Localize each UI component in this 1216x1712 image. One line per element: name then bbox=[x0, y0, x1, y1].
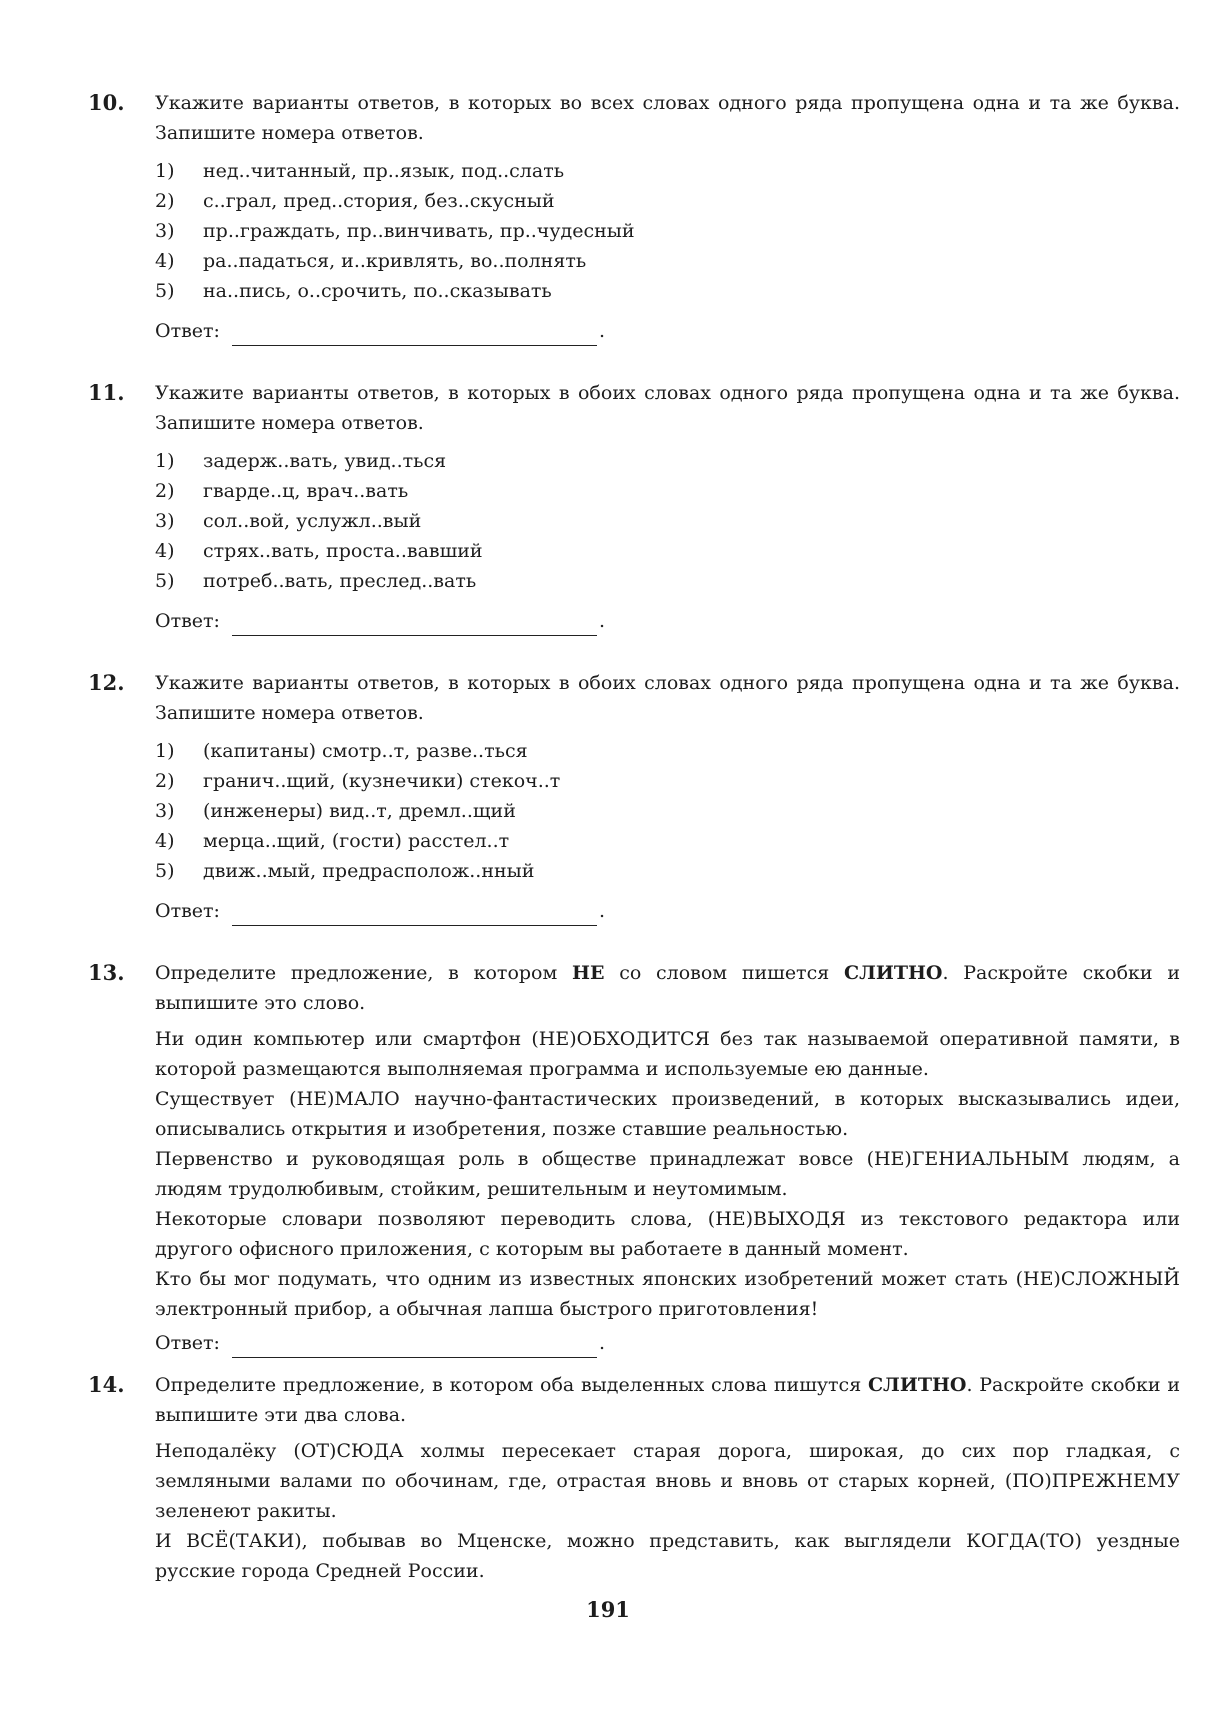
option-item bbox=[155, 186, 1180, 216]
sentences bbox=[155, 1024, 1180, 1324]
prompt-text: . Раскройте скобки и выпишите эти два слова. bbox=[155, 1374, 1180, 1426]
sentence: Неподалёку (ОТ)СЮДА холмы пересекает старая дорога, широкая, до сих пор гладкая, с земляными валами по обочинам, где, отрастая вновь и вновь от старых корней, (ПО)ПРЕЖНЕМУ зеленеют ракиты. bbox=[155, 1440, 1180, 1522]
task-prompt: Укажите варианты ответов, в которых в обоих словах одного ряда пропущена одна и та же буква. Запишите номера ответов. bbox=[155, 382, 1180, 434]
option-item bbox=[155, 736, 1180, 766]
prompt-text: Определите предложение, в котором bbox=[155, 962, 573, 984]
option-text: сол..вой, услужл..вый bbox=[203, 510, 422, 532]
option-text: гранич..щий, (кузнечики) стекоч..т bbox=[203, 770, 561, 792]
option-number: 3) bbox=[155, 220, 175, 242]
task-number: 13. bbox=[88, 960, 125, 985]
task-prompt bbox=[155, 1370, 1180, 1430]
option-text: ра..падаться, и..кривлять, во..полнять bbox=[203, 250, 587, 272]
prompt-text: Определите предложение, в котором оба выделенных слова пишутся bbox=[155, 1374, 868, 1396]
option-item bbox=[155, 246, 1180, 276]
answer-field[interactable] bbox=[232, 903, 597, 926]
answer-dot: . bbox=[598, 900, 605, 922]
option-item bbox=[155, 826, 1180, 856]
option-text: стрях..вать, проста..вавший bbox=[203, 540, 483, 562]
prompt-text: со словом пишется bbox=[604, 962, 844, 984]
task-prompt: Укажите варианты ответов, в которых в обоих словах одного ряда пропущена одна и та же буква. Запишите номера ответов. bbox=[155, 672, 1180, 724]
option-number: 2) bbox=[155, 480, 175, 502]
answer-row bbox=[155, 606, 1180, 636]
sentence: Ни один компьютер или смартфон (НЕ)ОБХОДИТСЯ без так называемой оперативной памяти, в которой размещаются выполняемая программа и используемые ею данные. bbox=[155, 1028, 1180, 1080]
task-body bbox=[155, 668, 1180, 926]
option-number: 1) bbox=[155, 740, 175, 762]
option-number: 3) bbox=[155, 510, 175, 532]
option-number: 4) bbox=[155, 830, 175, 852]
sentence: И ВСЁ(ТАКИ), побывав во Мценске, можно представить, как выглядели КОГДА(ТО) уездные русские города Средней России. bbox=[155, 1530, 1180, 1582]
option-number: 2) bbox=[155, 770, 175, 792]
option-number: 5) bbox=[155, 280, 175, 302]
option-number: 5) bbox=[155, 570, 175, 592]
option-item bbox=[155, 536, 1180, 566]
answer-label: Ответ: bbox=[155, 610, 220, 632]
task-number: 14. bbox=[88, 1372, 125, 1397]
option-text: (инженеры) вид..т, дремл..щий bbox=[203, 800, 516, 822]
option-item bbox=[155, 216, 1180, 246]
option-item bbox=[155, 276, 1180, 306]
prompt-emphasis: СЛИТНО bbox=[843, 962, 943, 984]
task-number: 10. bbox=[88, 90, 125, 115]
task-body bbox=[155, 1370, 1180, 1586]
option-number: 1) bbox=[155, 160, 175, 182]
answer-field[interactable] bbox=[232, 323, 597, 346]
option-text: (капитаны) смотр..т, разве..ться bbox=[203, 740, 528, 762]
task-body bbox=[155, 88, 1180, 346]
options-list bbox=[155, 156, 1180, 306]
options-list bbox=[155, 446, 1180, 596]
answer-row bbox=[155, 1328, 1180, 1358]
option-number: 3) bbox=[155, 800, 175, 822]
option-text: гварде..ц, врач..вать bbox=[203, 480, 409, 502]
answer-label: Ответ: bbox=[155, 900, 220, 922]
option-number: 2) bbox=[155, 190, 175, 212]
answer-label: Ответ: bbox=[155, 1332, 220, 1354]
option-item bbox=[155, 796, 1180, 826]
option-item bbox=[155, 476, 1180, 506]
task-prompt: Укажите варианты ответов, в которых во всех словах одного ряда пропущена одна и та же буква. Запишите номера ответов. bbox=[155, 92, 1180, 144]
task-body bbox=[155, 958, 1180, 1358]
sentence: Некоторые словари позволяют переводить слова, (НЕ)ВЫХОДЯ из текстового редактора или другого офисного приложения, с которым вы работаете в данный момент. bbox=[155, 1208, 1180, 1260]
page-number: 191 bbox=[586, 1597, 630, 1622]
option-text: с..грал, пред..стория, без..скусный bbox=[203, 190, 555, 212]
task-prompt bbox=[155, 958, 1180, 1018]
answer-dot: . bbox=[598, 610, 605, 632]
option-text: пр..граждать, пр..винчивать, пр..чудесный bbox=[203, 220, 635, 242]
option-text: движ..мый, предрасполож..нный bbox=[203, 860, 535, 882]
answer-dot: . bbox=[598, 320, 605, 342]
option-text: задерж..вать, увид..ться bbox=[203, 450, 447, 472]
task-body bbox=[155, 378, 1180, 636]
task-number: 11. bbox=[88, 380, 125, 405]
option-text: мерца..щий, (гости) расстел..т bbox=[203, 830, 510, 852]
task-number: 12. bbox=[88, 670, 125, 695]
sentence: Кто бы мог подумать, что одним из известных японских изобретений может стать (НЕ)СЛОЖНЫЙ электронный прибор, а обычная лапша быстрого приготовления! bbox=[155, 1268, 1180, 1320]
answer-field[interactable] bbox=[232, 1335, 597, 1358]
option-item bbox=[155, 566, 1180, 596]
options-list bbox=[155, 736, 1180, 886]
option-number: 4) bbox=[155, 540, 175, 562]
answer-label: Ответ: bbox=[155, 320, 220, 342]
prompt-emphasis: НЕ bbox=[572, 962, 605, 984]
option-text: на..пись, о..срочить, по..сказывать bbox=[203, 280, 552, 302]
prompt-text: . Раскройте скобки и выпишите это слово. bbox=[155, 962, 1180, 1014]
answer-dot: . bbox=[598, 1332, 605, 1354]
option-item bbox=[155, 446, 1180, 476]
option-number: 1) bbox=[155, 450, 175, 472]
option-text: потреб..вать, преслед..вать bbox=[203, 570, 477, 592]
sentence: Первенство и руководящая роль в обществе принадлежат вовсе (НЕ)ГЕНИАЛЬНЫМ людям, а людям трудолюбивым, стойким, решительным и неутомимым. bbox=[155, 1148, 1180, 1200]
option-item bbox=[155, 766, 1180, 796]
option-text: нед..читанный, пр..язык, под..слать bbox=[203, 160, 565, 182]
option-item bbox=[155, 856, 1180, 886]
prompt-emphasis: СЛИТНО bbox=[867, 1374, 967, 1396]
option-item bbox=[155, 156, 1180, 186]
option-number: 5) bbox=[155, 860, 175, 882]
sentence: Существует (НЕ)МАЛО научно-фантастических произведений, в которых высказывались идеи, описывались открытия и изобретения, позже ставшие реальностью. bbox=[155, 1088, 1180, 1140]
answer-row bbox=[155, 316, 1180, 346]
sentences bbox=[155, 1436, 1180, 1586]
answer-field[interactable] bbox=[232, 613, 597, 636]
option-item bbox=[155, 506, 1180, 536]
answer-row bbox=[155, 896, 1180, 926]
option-number: 4) bbox=[155, 250, 175, 272]
